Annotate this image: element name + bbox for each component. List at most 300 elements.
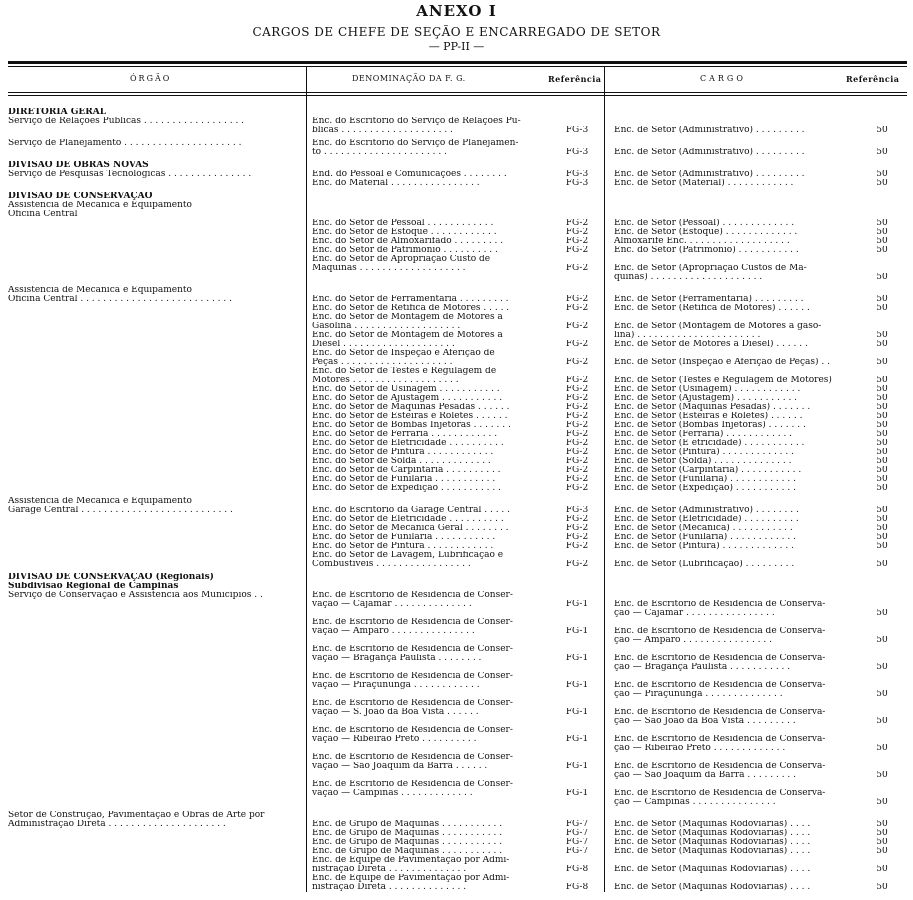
cell-rv: 50 — [876, 448, 888, 457]
table-row — [0, 192, 913, 201]
cell-den: nistração Direta . . . . . . . . . . . . . . — [312, 865, 467, 874]
table-row — [0, 170, 913, 179]
cell-car: Enc. de Setor (Máquinas Rodoviárias) . . . . — [614, 883, 811, 892]
table-row — [0, 654, 913, 663]
cell-den: Enc. do Setor de Usinagem . . . . . . . . . . . — [312, 385, 500, 394]
table-row — [0, 627, 913, 636]
cell-ref: FG-8 — [565, 865, 589, 874]
table-row — [0, 264, 913, 273]
column-header-denominacao: DENOMINAÇÃO DA F. G. — [352, 74, 466, 83]
cell-den: Enc. de Equipe de Pavimentação por Admi- — [312, 856, 510, 865]
cell-car: Enc. de Setor (Pessoal) . . . . . . . . . . . . . — [614, 219, 795, 228]
cell-car: Almoxarife Enc. . . . . . . . . . . . . . . . . . . — [614, 237, 790, 246]
cell-ref: FG-1 — [565, 654, 589, 663]
cell-car: Enc. de Escritório de Residência de Conserva- — [614, 789, 826, 798]
cell-ref: FG-1 — [565, 735, 589, 744]
cell-rv: 50 — [876, 883, 888, 892]
cell-den: Enc. do Setor de Eletricidade . . . . . . . . . . — [312, 439, 504, 448]
table-row — [0, 681, 913, 690]
cell-rv: 50 — [876, 560, 888, 569]
table-row — [0, 430, 913, 439]
cell-org: DIVISÃO DE CONSERVAÇÃO (Regionais) — [8, 573, 214, 582]
cell-car: Enc. de Setor (Retífica de Motores) . . . . . . — [614, 304, 810, 313]
cell-car: Enc. de Setor (Funilaria) . . . . . . . . . . . . — [614, 533, 796, 542]
cell-den: Enc. do Escritório da Garage Central . . . . . — [312, 506, 511, 515]
cell-rv: 50 — [876, 219, 888, 228]
table-row — [0, 708, 913, 717]
cell-den: vação — Bragança Paulista . . . . . . . . — [312, 654, 482, 663]
table-row — [0, 533, 913, 542]
table-row — [0, 811, 913, 820]
cell-ref: FG-2 — [565, 246, 589, 255]
cell-ref: FG-3 — [565, 170, 589, 179]
cell-ref: FG-3 — [565, 506, 589, 515]
table-row — [0, 582, 913, 591]
cell-den: Enc. do Setor de Montagem de Motores a — [312, 331, 503, 340]
cell-ref: FG-2 — [565, 295, 589, 304]
cell-car: Enc. de Setor (Apropriação Custos de Má- — [614, 264, 807, 273]
cell-org: Setor de Construção, Pavimentação e Obras de Arte por — [8, 811, 265, 820]
cell-car: Enc. de Setor (Administrativo) . . . . . . . . — [614, 506, 799, 515]
cell-den: Enc. de Escritório de Residência de Conser- — [312, 726, 513, 735]
table-row — [0, 439, 913, 448]
cell-rv: 50 — [876, 376, 888, 385]
cell-car: ção — Amparo . . . . . . . . . . . . . . . . — [614, 636, 772, 645]
cell-car: ção — Bragança Paulista . . . . . . . . . . . — [614, 663, 791, 672]
cell-rv: 50 — [876, 457, 888, 466]
cell-ref: FG-7 — [565, 829, 589, 838]
cell-den: Enc. de Grupo de Máquinas . . . . . . . . . . . — [312, 820, 503, 829]
cell-ref: FG-1 — [565, 627, 589, 636]
table-row — [0, 600, 913, 609]
table-row — [0, 376, 913, 385]
cell-rv: 50 — [876, 170, 888, 179]
document-title: ANEXO I — [416, 2, 497, 20]
cell-den: Enc. de Escritório de Residência de Conser- — [312, 672, 513, 681]
cell-car: ção — Cajamar . . . . . . . . . . . . . . . . — [614, 609, 775, 618]
cell-den: Enc. do Setor de Ajustagem . . . . . . . . . . . — [312, 394, 503, 403]
cell-den: Enc. do Setor de Lavagem, Lubrificação e — [312, 551, 504, 560]
cell-ref: FG-2 — [565, 385, 589, 394]
cell-car: Enc. de Escritório de Residência de Conserva- — [614, 681, 826, 690]
table-row — [0, 753, 913, 762]
cell-ref: FG-2 — [565, 228, 589, 237]
cell-ref: FG-8 — [565, 883, 589, 892]
cell-car: Enc. de Setor (Solda) . . . . . . . . . . . . . . — [614, 457, 792, 466]
cell-ref: FG-2 — [565, 524, 589, 533]
header-rule-2 — [8, 95, 907, 96]
table-row — [0, 829, 913, 838]
cell-car: Enc. de Setor (Administrativo) . . . . . . . . . — [614, 170, 805, 179]
table-row — [0, 448, 913, 457]
cell-car: Enc. de Setor (Máquinas Rodoviárias) . . . . — [614, 829, 811, 838]
cell-org: Subdivisão Regional de Campinas — [8, 582, 179, 591]
cell-car: quinas) . . . . . . . . . . . . . . . . . . . . — [614, 273, 763, 282]
table-row — [0, 108, 913, 117]
cell-rv: 50 — [876, 403, 888, 412]
table-row — [0, 636, 913, 645]
cell-ref: FG-3 — [565, 148, 589, 157]
table-row — [0, 780, 913, 789]
cell-rv: 50 — [876, 820, 888, 829]
table-row — [0, 573, 913, 582]
cell-den: Peças . . . . . . . . . . . . . . . . . . . . — [312, 358, 453, 367]
cell-den: Máquinas . . . . . . . . . . . . . . . . . . . — [312, 264, 466, 273]
cell-den: Enc. do Setor de Pessoal . . . . . . . . . . . . — [312, 219, 494, 228]
cell-ref: FG-2 — [565, 466, 589, 475]
cell-den: to . . . . . . . . . . . . . . . . . . . . . . — [312, 148, 447, 157]
cell-car: Enc. de Setor (Expedição) . . . . . . . . . . . — [614, 484, 796, 493]
table-row — [0, 524, 913, 533]
cell-den: Enc. de Escritório de Residência de Conser- — [312, 753, 513, 762]
cell-rv: 50 — [876, 421, 888, 430]
cell-den: Gasolina . . . . . . . . . . . . . . . . . . . — [312, 322, 461, 331]
cell-car: Enc. de Setor (Ferraria) . . . . . . . . . . . . — [614, 430, 793, 439]
cell-car: Enc. de Setor de Motores a Diesel) . . . . . . — [614, 340, 808, 349]
cell-ref: FG-2 — [565, 448, 589, 457]
table-row — [0, 313, 913, 322]
cell-rv: 50 — [876, 533, 888, 542]
table-row — [0, 286, 913, 295]
cell-den: Enc. do Setor de Inspeção e Aferição de — [312, 349, 495, 358]
cell-den: Enc. do Setor de Apropriação Custo de — [312, 255, 491, 264]
cell-den: Enc. do Setor de Retífica de Motores . . . . . — [312, 304, 510, 313]
cell-rv: 50 — [876, 798, 888, 807]
table-row — [0, 820, 913, 829]
cell-ref: FG-2 — [565, 542, 589, 551]
cell-rv: 50 — [876, 126, 888, 135]
table-body — [0, 108, 913, 890]
cell-car: Enc. de Setor (Máquinas Rodoviárias) . . . . — [614, 838, 811, 847]
cell-den: Enc. do Setor de Bombas Injetoras . . . . . . . — [312, 421, 511, 430]
cell-car: Enc. de Setor (Montagem de Motores a gaso- — [614, 322, 822, 331]
table-row — [0, 699, 913, 708]
table-row — [0, 295, 913, 304]
cell-rv: 50 — [876, 475, 888, 484]
cell-rv: 50 — [876, 636, 888, 645]
cell-den: Enc. do Setor de Estoque . . . . . . . . . . . . — [312, 228, 497, 237]
cell-rv: 50 — [876, 690, 888, 699]
cell-ref: FG-2 — [565, 457, 589, 466]
cell-org: Administração Direta . . . . . . . . . . . . . . . . . . . . . — [8, 820, 226, 829]
cell-car: Enc. de Setor (Bombas Injetoras) . . . . . . . — [614, 421, 806, 430]
table-row — [0, 246, 913, 255]
cell-den: Enc. do Setor de Testes e Regulagem de — [312, 367, 497, 376]
cell-den: Enc. de Equipe de Pavimentação por Admi- — [312, 874, 510, 883]
cell-rv: 50 — [876, 237, 888, 246]
cell-car: Enc. de Setor (Mecânica) . . . . . . . . . . . — [614, 524, 793, 533]
table-row — [0, 618, 913, 627]
cell-org: DIRETORIA GERAL — [8, 108, 107, 117]
cell-car: Enc. de Setor (Estoque) . . . . . . . . . . . . . — [614, 228, 798, 237]
cell-den: Enc. do Setor de Máquinas Pesadas . . . . . . — [312, 403, 510, 412]
table-row — [0, 672, 913, 681]
cell-rv: 50 — [876, 717, 888, 726]
cell-rv: 50 — [876, 430, 888, 439]
cell-rv: 50 — [876, 179, 888, 188]
cell-ref: FG-1 — [565, 789, 589, 798]
cell-ref: FG-1 — [565, 681, 589, 690]
table-row — [0, 475, 913, 484]
cell-den: vação — Campinas . . . . . . . . . . . . . — [312, 789, 473, 798]
table-row — [0, 847, 913, 856]
cell-ref: FG-2 — [565, 515, 589, 524]
table-row — [0, 210, 913, 219]
cell-den: Enc. de Escritório de Residência de Conser- — [312, 699, 513, 708]
cell-org: Assistência de Mecânica e Equipamento — [8, 201, 192, 210]
cell-car: Enc. de Setor (Máquinas Rodoviárias) . . . . — [614, 820, 811, 829]
table-row — [0, 883, 913, 892]
cell-ref: FG-2 — [565, 560, 589, 569]
cell-den: Enc. do Material . . . . . . . . . . . . . . . . — [312, 179, 480, 188]
cell-car: Enc. de Escritório de Residência de Conserva- — [614, 627, 826, 636]
table-row — [0, 255, 913, 264]
cell-car: Enc. de Setor (Máquinas Rodoviárias) . . . . — [614, 865, 811, 874]
cell-rv: 50 — [876, 771, 888, 780]
cell-den: Enc. do Setor de Pintura . . . . . . . . . . . . — [312, 448, 494, 457]
cell-car: Enc. de Setor (Usinagem) . . . . . . . . . . . . — [614, 385, 801, 394]
cell-den: Enc. de Grupo de Máquinas . . . . . . . . . . . — [312, 838, 503, 847]
cell-den: Enc. do Escritório do Serviço de Relações Pú- — [312, 117, 521, 126]
table-row — [0, 874, 913, 883]
cell-ref: FG-3 — [565, 179, 589, 188]
table-row — [0, 560, 913, 569]
table-row — [0, 856, 913, 865]
cell-den: End. do Pessoal e Comunicações . . . . . . . . — [312, 170, 507, 179]
cell-den: Enc. do Setor de Ferraria . . . . . . . . . . . . — [312, 430, 498, 439]
cell-car: Enc. de Escritório de Residência de Conserva- — [614, 600, 826, 609]
cell-den: nistração Direta . . . . . . . . . . . . . . — [312, 883, 467, 892]
table-row — [0, 771, 913, 780]
cell-car: Enc. de Escritório de Residência de Conserva- — [614, 654, 826, 663]
cell-den: Enc. de Escritório de Residência de Conser- — [312, 780, 513, 789]
cell-rv: 50 — [876, 484, 888, 493]
cell-org: Oficina Central . . . . . . . . . . . . . . . . . . . . . . . . . . . — [8, 295, 232, 304]
column-header-cargo: CARGO — [700, 74, 746, 83]
table-row — [0, 457, 913, 466]
cell-car: Enc. de Setor (Eletricidade) . . . . . . . . . . — [614, 515, 799, 524]
table-row — [0, 304, 913, 313]
cell-ref: FG-1 — [565, 708, 589, 717]
table-row — [0, 735, 913, 744]
cell-den: Enc. do Setor de Pintura . . . . . . . . . . . . — [312, 542, 494, 551]
cell-rv: 50 — [876, 304, 888, 313]
cell-car: Enc. de Setor (Ajustagem) . . . . . . . . . . . — [614, 394, 798, 403]
cell-car: Enc. de Setor (Testes e Regulagem de Motores) — [614, 376, 832, 385]
cell-den: Enc. do Setor de Montagem de Motores a — [312, 313, 503, 322]
cell-ref: FG-2 — [565, 358, 589, 367]
cell-rv: 50 — [876, 331, 888, 340]
table-row — [0, 466, 913, 475]
cell-car: ção — Ribeirão Prêto . . . . . . . . . . . . . — [614, 744, 786, 753]
cell-den: Enc. do Setor de Funilaria . . . . . . . . . . . — [312, 533, 496, 542]
cell-den: Enc. do Setor de Almoxarifado . . . . . . . . . — [312, 237, 504, 246]
cell-rv: 50 — [876, 394, 888, 403]
top-rule-thick — [8, 61, 907, 64]
cell-rv: 50 — [876, 744, 888, 753]
cell-den: Enc. de Escritório de Residência de Conser- — [312, 591, 513, 600]
table-row — [0, 219, 913, 228]
cell-den: Enc. do Setor de Solda . . . . . . . . . . . . . — [312, 457, 491, 466]
cell-den: Combustíveis . . . . . . . . . . . . . . . . . — [312, 560, 471, 569]
cell-ref: FG-2 — [565, 219, 589, 228]
cell-car: Enc. de Setor (Pintura) . . . . . . . . . . . . . — [614, 542, 794, 551]
table-row — [0, 367, 913, 376]
table-row — [0, 798, 913, 807]
cell-rv: 50 — [876, 847, 888, 856]
cell-rv: 50 — [876, 829, 888, 838]
table-row — [0, 645, 913, 654]
cell-den: Enc. de Grupo de Máquinas . . . . . . . . . . . — [312, 847, 503, 856]
cell-ref: FG-2 — [565, 533, 589, 542]
cell-org: Serviço de Relações Públicas . . . . . . . . . . . . . . . . . . — [8, 117, 245, 126]
table-row — [0, 551, 913, 560]
cell-car: Enc. de Escritório de Residência de Conserva- — [614, 735, 826, 744]
top-rule-thin — [8, 66, 907, 67]
cell-den: vação — Ribeirão Preto . . . . . . . . . . — [312, 735, 477, 744]
cell-den: Enc. do Setor de Patrimônio . . . . . . . . . . — [312, 246, 498, 255]
cell-ref: FG-2 — [565, 394, 589, 403]
table-row — [0, 358, 913, 367]
table-row — [0, 322, 913, 331]
table-row — [0, 139, 913, 148]
cell-ref: FG-7 — [565, 820, 589, 829]
table-row — [0, 762, 913, 771]
cell-ref: FG-2 — [565, 376, 589, 385]
cell-ref: FG-7 — [565, 847, 589, 856]
cell-car: ção — São João da Boa Vista . . . . . . . . . — [614, 717, 796, 726]
table-row — [0, 179, 913, 188]
table-row — [0, 117, 913, 126]
cell-car: Enc. de Escritório de Residência de Conserva- — [614, 762, 826, 771]
cell-ref: FG-2 — [565, 421, 589, 430]
table-row — [0, 838, 913, 847]
cell-rv: 50 — [876, 358, 888, 367]
cell-den: vação — S. João da Boa Vista . . . . . . — [312, 708, 479, 717]
table-row — [0, 403, 913, 412]
cell-ref: FG-2 — [565, 484, 589, 493]
table-row — [0, 515, 913, 524]
cell-org: Serviço de Pesquisas Tecnológicas . . . . . . . . . . . . . . . — [8, 170, 252, 179]
cell-den: Enc. do Setor de Esteiras e Roletes . . . . . . — [312, 412, 508, 421]
cell-car: Enc. de Setor (Máquinas Rodoviárias) . . . . — [614, 847, 811, 856]
cell-org: DIVISÃO DE CONSERVAÇÃO — [8, 192, 153, 201]
cell-rv: 50 — [876, 385, 888, 394]
cell-org: DIVISÃO DE OBRAS NOVAS — [8, 161, 149, 170]
cell-ref: FG-2 — [565, 412, 589, 421]
table-row — [0, 865, 913, 874]
cell-den: Enc. de Escritório de Residência de Conser- — [312, 618, 513, 627]
cell-car: Enc. de Setor (Ferramentaria) . . . . . . . . . — [614, 295, 804, 304]
cell-rv: 50 — [876, 246, 888, 255]
table-row — [0, 349, 913, 358]
cell-den: Enc. do Setor de Mecânica Geral . . . . . . . . — [312, 524, 509, 533]
cell-org: Serviço de Planejamento . . . . . . . . . . . . . . . . . . . . . — [8, 139, 242, 148]
cell-org: Assistência de Mecânica e Equipamento — [8, 286, 192, 295]
cell-den: Diesel . . . . . . . . . . . . . . . . . . . . — [312, 340, 455, 349]
cell-ref: FG-2 — [565, 340, 589, 349]
cell-den: Enc. do Setor de Expedição . . . . . . . . . . . — [312, 484, 501, 493]
cell-car: Enc. de Setor (Inspeção e Aferição de Peças) . . — [614, 358, 830, 367]
cell-ref: FG-2 — [565, 403, 589, 412]
cell-car: Enc. de Escritório de Residência de Conserva- — [614, 708, 826, 717]
cell-car: Enc. de Setor (Administrativo) . . . . . . . . . — [614, 126, 805, 135]
document-subsubtitle: — PP-II — — [428, 40, 485, 53]
cell-ref: FG-2 — [565, 430, 589, 439]
cell-rv: 50 — [876, 838, 888, 847]
cell-org: Assistência de Mecânica e Equipamento — [8, 497, 192, 506]
cell-ref: FG-2 — [565, 304, 589, 313]
cell-car: lina) . . . . . . . . . . . . . . . . . . . . . . — [614, 331, 761, 340]
table-row — [0, 228, 913, 237]
cell-ref: FG-2 — [565, 439, 589, 448]
cell-rv: 50 — [876, 506, 888, 515]
cell-ref: FG-1 — [565, 762, 589, 771]
cell-rv: 50 — [876, 295, 888, 304]
table-row — [0, 506, 913, 515]
cell-rv: 50 — [876, 466, 888, 475]
table-row — [0, 201, 913, 210]
cell-org: Garage Central . . . . . . . . . . . . . . . . . . . . . . . . . . . — [8, 506, 233, 515]
table-row — [0, 237, 913, 246]
cell-den: Enc. do Setor de Eletricidade . . . . . . . . . . — [312, 515, 504, 524]
table-row — [0, 126, 913, 135]
cell-ref: FG-3 — [565, 126, 589, 135]
table-row — [0, 421, 913, 430]
table-row — [0, 385, 913, 394]
cell-den: Enc. do Setor de Ferramentaria . . . . . . . . . — [312, 295, 509, 304]
table-row — [0, 331, 913, 340]
cell-rv: 50 — [876, 228, 888, 237]
table-row — [0, 717, 913, 726]
cell-rv: 50 — [876, 148, 888, 157]
cell-ref: FG-2 — [565, 237, 589, 246]
table-row — [0, 609, 913, 618]
cell-den: vação — Cajamar . . . . . . . . . . . . . . — [312, 600, 472, 609]
cell-car: ção — Piraçununga . . . . . . . . . . . . . . — [614, 690, 783, 699]
cell-car: Enc. de Setor (E etricidade) . . . . . . . . . . . — [614, 439, 805, 448]
table-row — [0, 690, 913, 699]
cell-car: Enc. de Setor (Material) . . . . . . . . . . . . — [614, 179, 794, 188]
cell-car: Enc. de Setor (Funilaria) . . . . . . . . . . . . — [614, 475, 796, 484]
column-header-referencia-1: Referência — [548, 74, 602, 84]
cell-ref: FG-2 — [565, 322, 589, 331]
table-row — [0, 412, 913, 421]
table-row — [0, 394, 913, 403]
cell-den: Enc. do Escritório do Serviço de Planejamen- — [312, 139, 519, 148]
cell-den: Enc. do Setor de Funilaria . . . . . . . . . . . — [312, 475, 496, 484]
table-row — [0, 497, 913, 506]
cell-den: Enc. de Grupo de Máquinas . . . . . . . . . . . — [312, 829, 503, 838]
cell-ref: FG-2 — [565, 475, 589, 484]
column-header-referencia-2: Referência — [846, 74, 900, 84]
table-row — [0, 789, 913, 798]
table-row — [0, 744, 913, 753]
cell-rv: 50 — [876, 515, 888, 524]
cell-rv: 50 — [876, 609, 888, 618]
header-rule — [8, 92, 907, 93]
cell-rv: 50 — [876, 412, 888, 421]
cell-rv: 50 — [876, 524, 888, 533]
cell-car: Enc. de Setor (Administrativo) . . . . . . . . . — [614, 148, 805, 157]
table-row — [0, 726, 913, 735]
cell-rv: 50 — [876, 542, 888, 551]
cell-den: blicas . . . . . . . . . . . . . . . . . . . . — [312, 126, 453, 135]
table-row — [0, 148, 913, 157]
cell-car: Enc. de Setor (Lubrificação) . . . . . . . . . — [614, 560, 795, 569]
cell-den: vação — Piraçununga . . . . . . . . . . . . — [312, 681, 480, 690]
cell-rv: 50 — [876, 340, 888, 349]
